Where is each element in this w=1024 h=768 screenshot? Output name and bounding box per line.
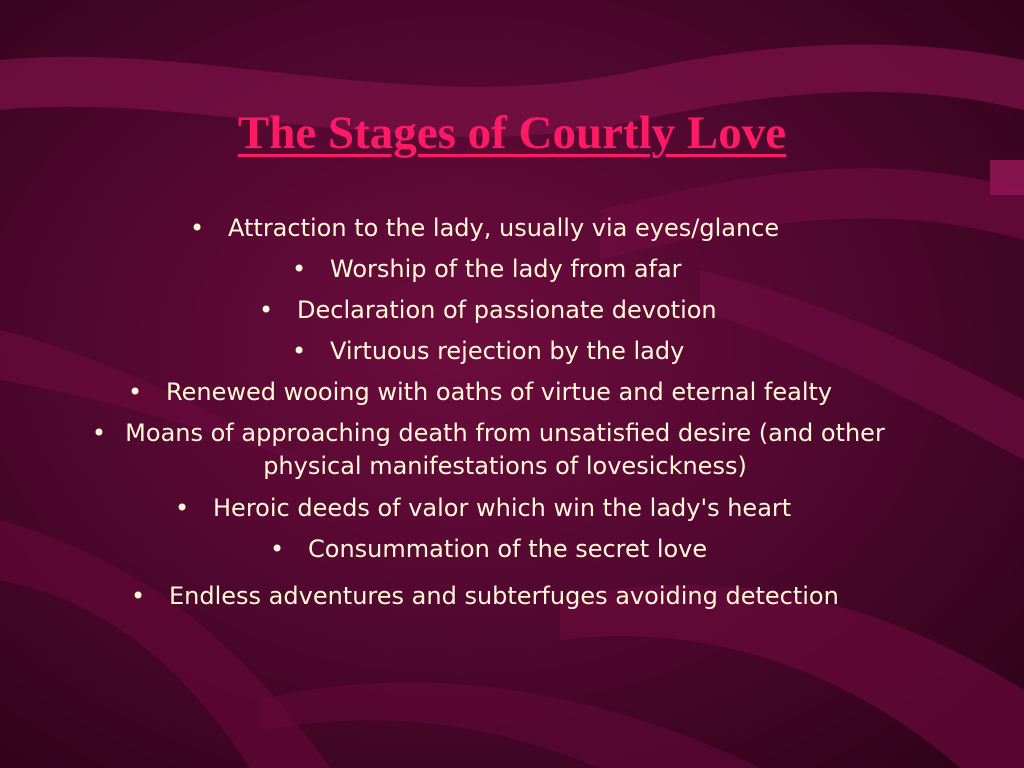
bullet-glyph: • bbox=[259, 296, 274, 324]
bullet-item bbox=[128, 376, 832, 409]
bullet-glyph: • bbox=[91, 419, 107, 447]
bullet-text: Attraction to the lady, usually via eyes/glance bbox=[228, 214, 780, 242]
bullet-text: Worship of the lady from afar bbox=[330, 255, 682, 283]
bullet-item bbox=[292, 253, 682, 286]
bullet-glyph: • bbox=[128, 378, 143, 406]
bullet-glyph: • bbox=[190, 214, 205, 242]
slide-title-text: The Stages of Courtly Love bbox=[237, 107, 787, 159]
bullet-item bbox=[190, 212, 779, 245]
bullet-glyph: • bbox=[270, 535, 285, 563]
bullet-item bbox=[80, 417, 930, 483]
bullet-glyph: • bbox=[292, 255, 307, 283]
bullet-text: Endless adventures and subterfuges avoiding detection bbox=[169, 582, 839, 610]
bullet-item bbox=[270, 533, 707, 566]
bullet-glyph: • bbox=[131, 582, 146, 610]
bullet-item bbox=[259, 294, 717, 327]
bullet-text: Heroic deeds of valor which win the lady's heart bbox=[213, 494, 792, 522]
bullet-item bbox=[292, 335, 684, 368]
bullet-text: Virtuous rejection by the lady bbox=[330, 337, 685, 365]
bullet-glyph: • bbox=[175, 494, 190, 522]
bullet-item bbox=[175, 492, 791, 525]
right-tab bbox=[990, 160, 1024, 195]
bullet-text: Consummation of the secret love bbox=[308, 535, 708, 563]
bullet-item bbox=[131, 580, 839, 613]
bullet-text: Declaration of passionate devotion bbox=[297, 296, 717, 324]
bullet-text: Moans of approaching death from unsatisfied desire (and other physical manifestations of lovesickness) bbox=[125, 419, 885, 480]
bullet-glyph: • bbox=[292, 337, 307, 365]
bottom-swoosh bbox=[260, 682, 760, 768]
bullet-text: Renewed wooing with oaths of virtue and eternal fealty bbox=[166, 378, 833, 406]
slide-title bbox=[0, 106, 1024, 160]
